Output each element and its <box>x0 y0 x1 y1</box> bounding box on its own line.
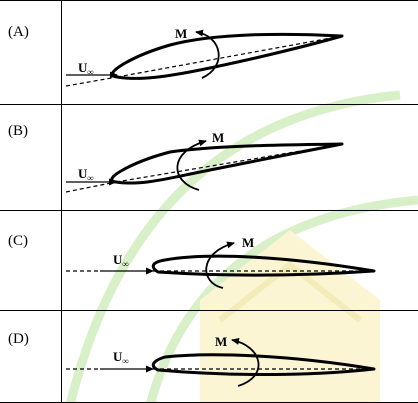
option-a-label: (A) <box>8 24 29 40</box>
chord-line <box>117 36 342 77</box>
option-b-label: (B) <box>8 123 28 139</box>
option-b-diagram <box>66 130 342 192</box>
freestream-label: $U_\infty$ <box>78 166 94 183</box>
incoming-dashed-line <box>66 182 116 192</box>
option-c-label: (C) <box>8 233 28 249</box>
moment-label: M <box>212 130 225 145</box>
moment-label: M <box>175 26 188 41</box>
option-d-label: (D) <box>8 331 29 347</box>
moment-label: M <box>215 334 228 349</box>
freestream-label: $U_\infty$ <box>78 60 94 77</box>
incoming-dashed-line <box>66 77 117 86</box>
option-a-diagram <box>66 26 342 86</box>
moment-label: M <box>242 235 255 250</box>
freestream-label: $U_\infty$ <box>113 349 129 366</box>
freestream-label: $U_\infty$ <box>113 252 129 269</box>
